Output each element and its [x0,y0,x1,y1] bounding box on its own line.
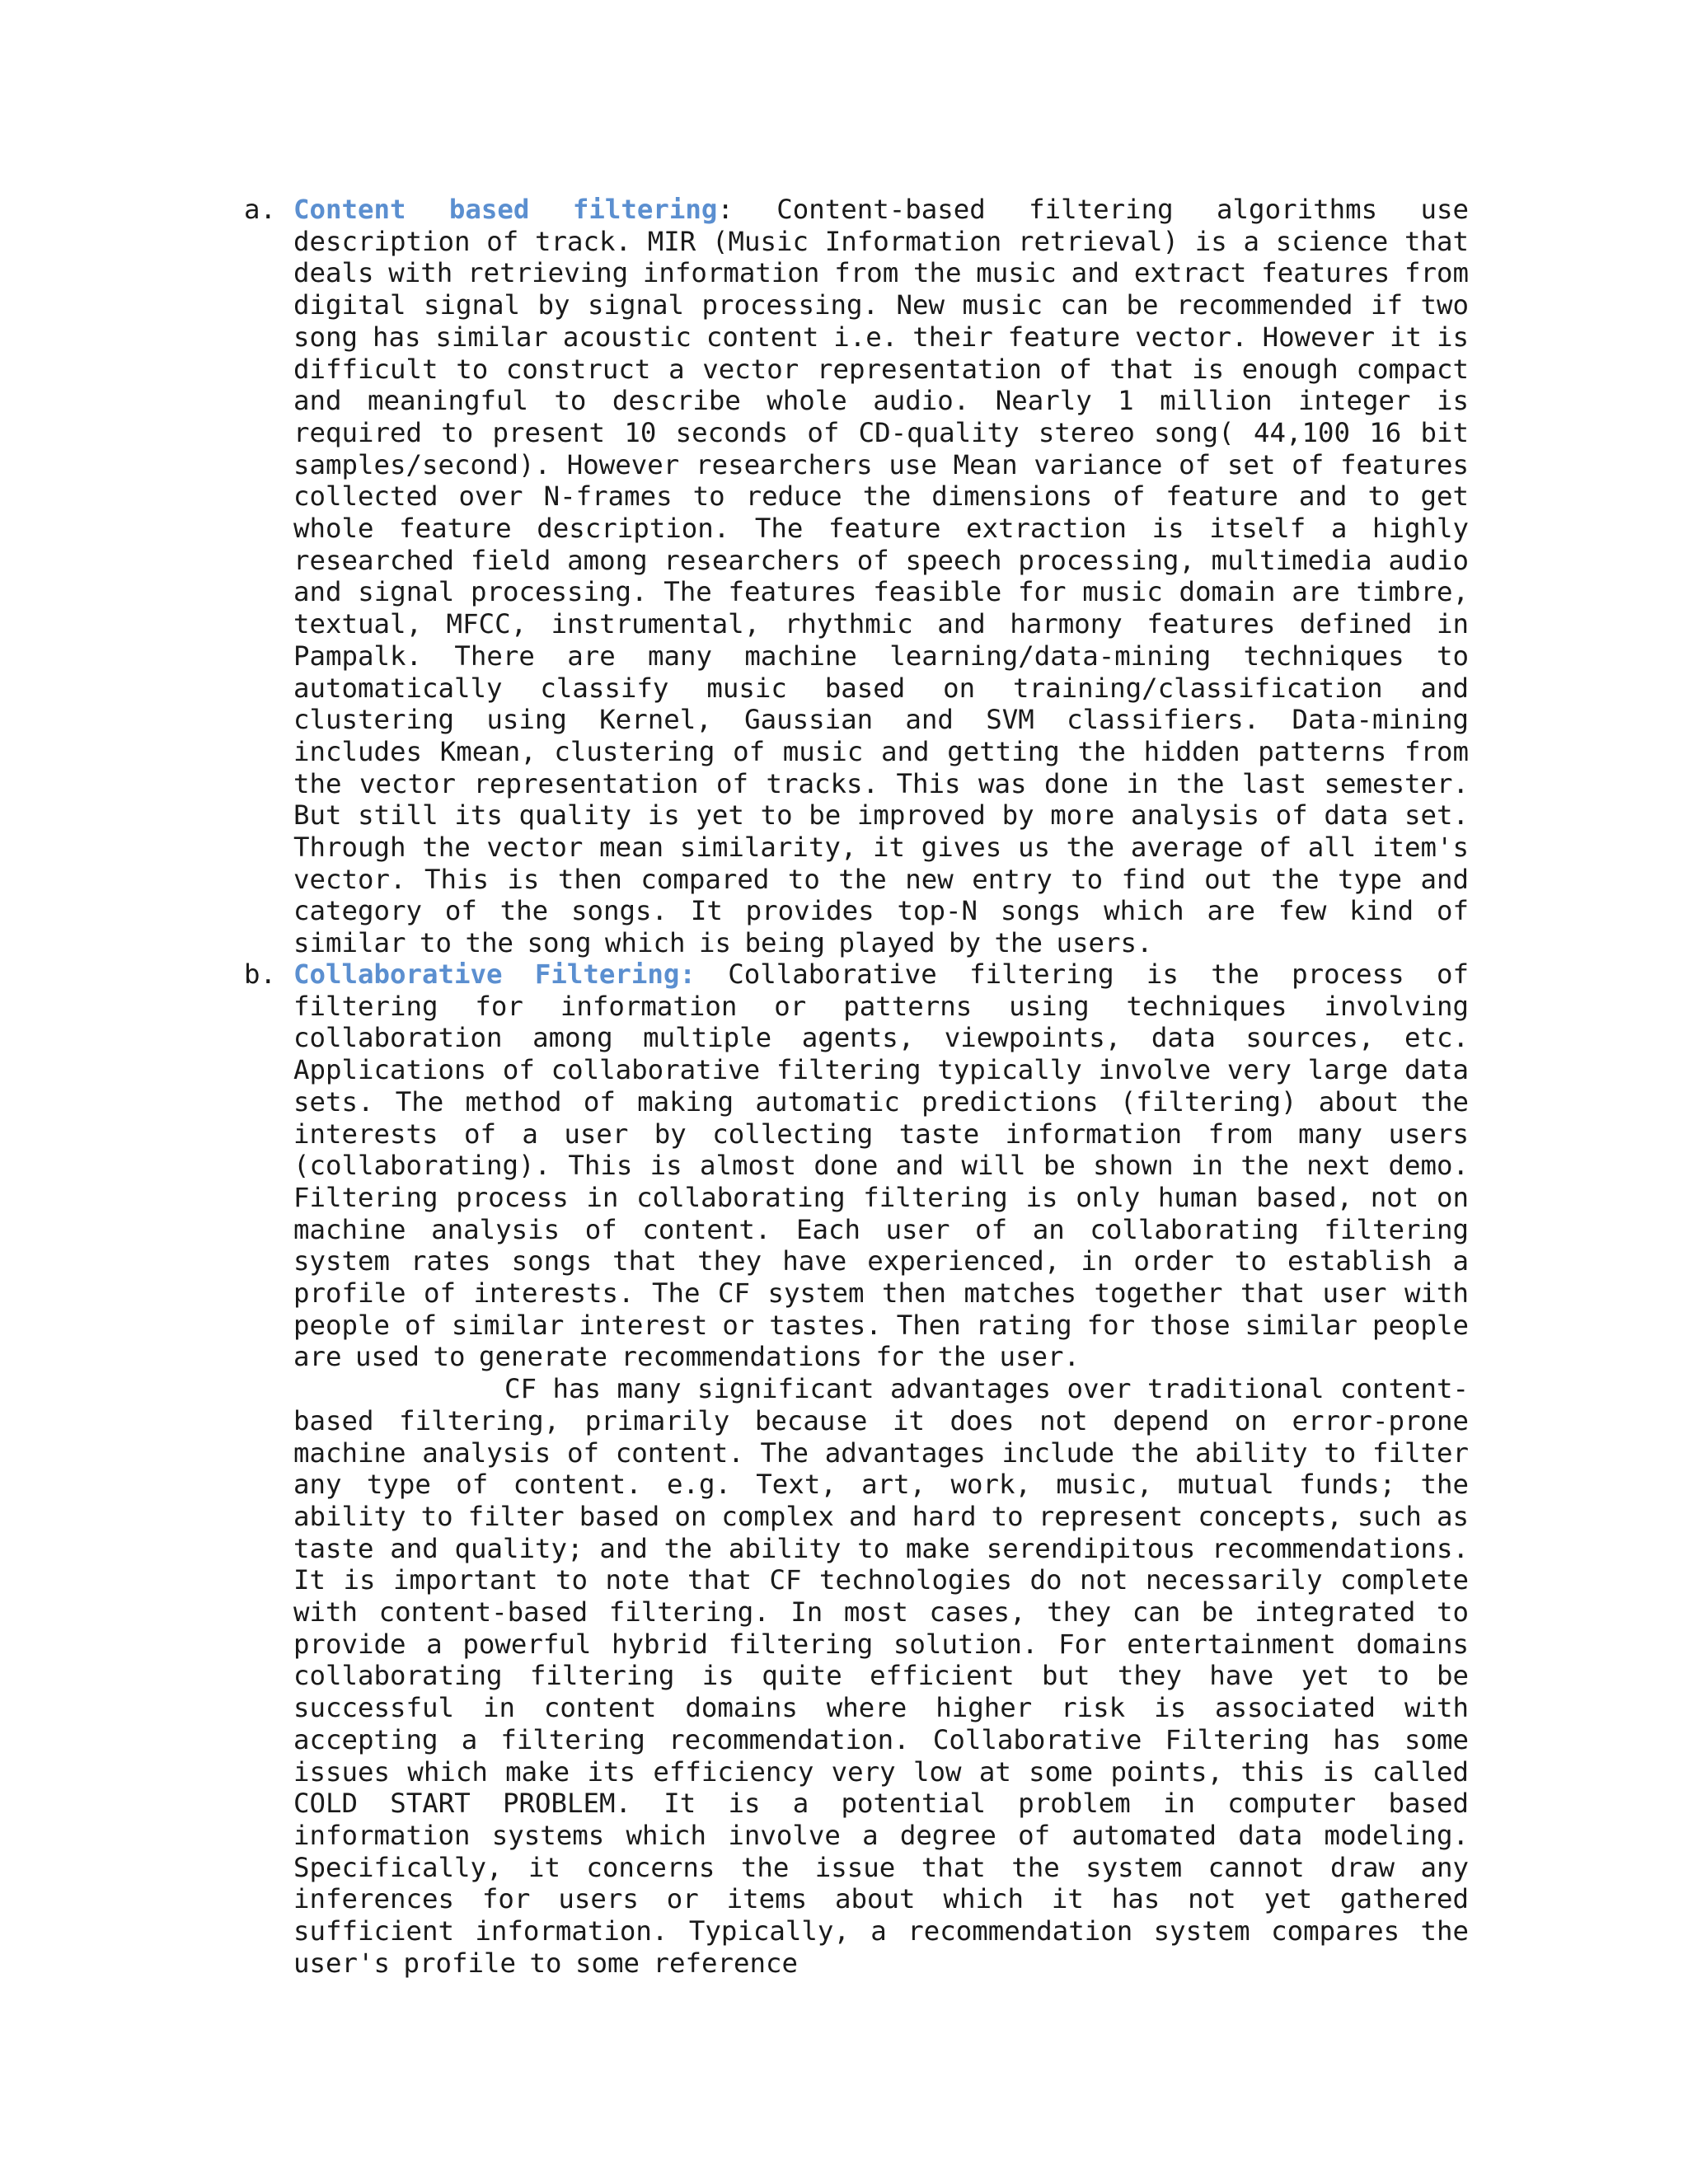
paragraph [293,194,1469,959]
paragraph [293,958,1469,1373]
paragraph-text: : Content-based filtering algorithms use description of track. MIR (Music Information retrieval) is a science that deals with retrieving information from the music and extract features from digital signal by signal processing. New music can be recommended if two song has similar acoustic content i.e. their feature vector. However it is difficult to construct a vector representation of that is enough compact and meaningful to describe whole audio. Nearly 1 million integer is required to present 10 seconds of CD-quality stereo song( 44,100 16 bit samples/second). However researchers use Mean variance of set of features collected over N-frames to reduce the dimensions of feature and to get whole feature description. The feature extraction is itself a highly researched field among researchers of speech processing, multimedia audio and signal processing. The features feasible for music domain are timbre, textual, MFCC, instrumental, rhythmic and harmony features defined in Pampalk. There are many machine learning/data-mining techniques to automatically classify music based on training/classification and clustering using Kernel, Gaussian and SVM classifiers. Data-mining includes Kmean, clustering of music and getting the hidden patterns from the vector representation of tracks. This was done in the last semester. But still its quality is yet to be improved by more analysis of data set. Through the vector mean similarity, it gives us the average of all item's vector. This is then compared to the new entry to find out the type and category of the songs. It provides top-N songs which are few kind of similar to the song which is being played by the users. [293,194,1469,959]
list-item-body [293,958,1469,1980]
list-item-collaborative-filtering [244,958,1469,1980]
section-heading: Content based filtering [293,194,718,225]
list-marker: b. [244,958,277,990]
paragraph-text: CF has many significant advantages over traditional content-based filtering, primarily because it does not depend on error-prone machine analysis of content. The advantages include the ability to filter any type of content. e.g. Text, art, work, music, mutual funds; the ability to filter based on complex and hard to represent concepts, such as taste and quality; and the ability to make serendipitous recommendations. It is important to note that CF technologies do not necessarily complete with content-based filtering. In most cases, they can be integrated to provide a powerful hybrid filtering solution. For entertainment domains collaborating filtering is quite efficient but they have yet to be successful in content domains where higher risk is associated with accepting a filtering recommendation. Collaborative Filtering has some issues which make its efficiency very low at some points, this is called COLD START PROBLEM. It is a potential problem in computer based information systems which involve a degree of automated data modeling. Specifically, it concerns the issue that the system cannot draw any inferences for users or items about which it has not yet gathered sufficient information. Typically, a recommendation system compares the user's profile to some reference [293,1373,1469,1979]
paragraph [293,1373,1469,1979]
list-marker: a. [244,194,277,225]
list-item-content-based-filtering [244,194,1469,959]
section-heading: Collaborative Filtering: [293,958,696,990]
list-item-body [293,194,1469,959]
paragraph-text: Collaborative filtering is the process of filtering for information or patterns using techniques involving collaboration among multiple agents, viewpoints, data sources, etc. Applications of collaborative filtering typically involve very large data sets. The method of making automatic predictions (filtering) about the interests of a user by collecting taste information from many users (collaborating). This is almost done and will be shown in the next demo. Filtering process in collaborating filtering is only human based, not on machine analysis of content. Each user of an collaborating filtering system rates songs that they have experienced, in order to establish a profile of interests. The CF system then matches together that user with people of similar interest or tastes. Then rating for those similar people are used to generate recommendations for the user. [293,958,1469,1373]
